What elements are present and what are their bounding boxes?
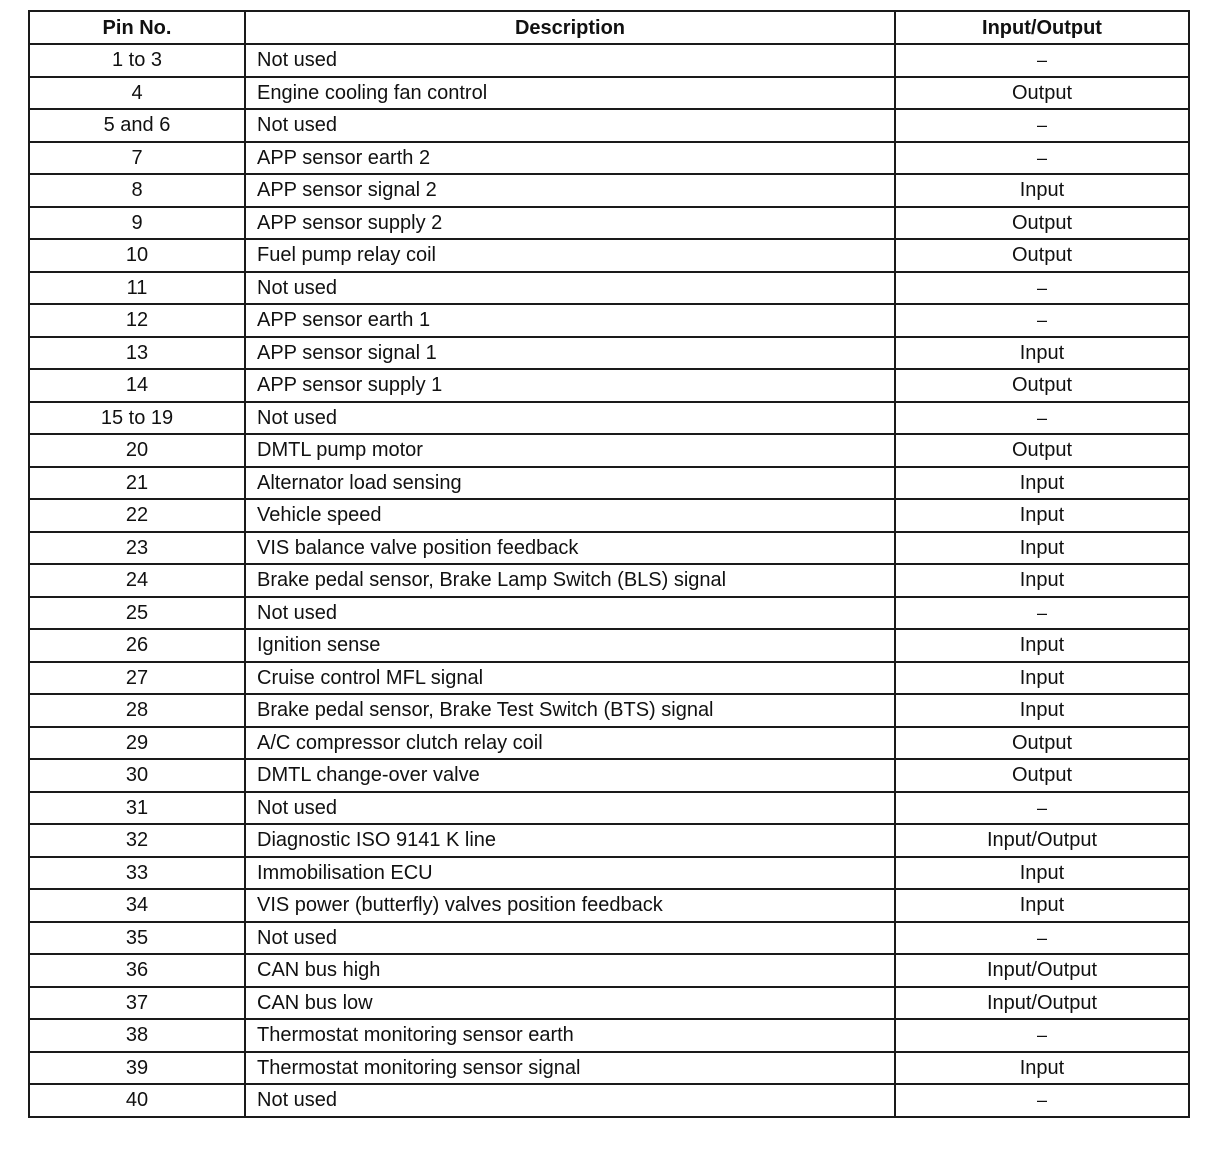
table-row bbox=[29, 499, 1189, 532]
pin-number-cell: 38 bbox=[29, 1019, 245, 1052]
description-cell: DMTL pump motor bbox=[245, 434, 895, 467]
description-cell: APP sensor earth 1 bbox=[245, 304, 895, 337]
description-cell: Not used bbox=[245, 1084, 895, 1117]
pin-number-cell: 11 bbox=[29, 272, 245, 305]
table-row bbox=[29, 857, 1189, 890]
table-row bbox=[29, 629, 1189, 662]
table-row bbox=[29, 174, 1189, 207]
table-row bbox=[29, 954, 1189, 987]
input-output-cell: Input bbox=[895, 1052, 1189, 1085]
pin-number-cell: 15 to 19 bbox=[29, 402, 245, 435]
description-cell: Vehicle speed bbox=[245, 499, 895, 532]
table-row bbox=[29, 77, 1189, 110]
description-cell: Cruise control MFL signal bbox=[245, 662, 895, 695]
description-cell: Not used bbox=[245, 402, 895, 435]
description-cell: Ignition sense bbox=[245, 629, 895, 662]
pin-number-cell: 24 bbox=[29, 564, 245, 597]
description-cell: CAN bus low bbox=[245, 987, 895, 1020]
table-row bbox=[29, 889, 1189, 922]
input-output-cell: Input/Output bbox=[895, 824, 1189, 857]
description-header: Description bbox=[245, 11, 895, 44]
input-output-cell: – bbox=[895, 1019, 1189, 1052]
pin-number-cell: 5 and 6 bbox=[29, 109, 245, 142]
input-output-cell: – bbox=[895, 402, 1189, 435]
pin-number-cell: 30 bbox=[29, 759, 245, 792]
description-cell: Not used bbox=[245, 109, 895, 142]
table-row bbox=[29, 239, 1189, 272]
description-cell: Thermostat monitoring sensor earth bbox=[245, 1019, 895, 1052]
description-cell: APP sensor supply 1 bbox=[245, 369, 895, 402]
pin-number-cell: 29 bbox=[29, 727, 245, 760]
description-cell: Not used bbox=[245, 44, 895, 77]
description-cell: Not used bbox=[245, 922, 895, 955]
input-output-cell: Output bbox=[895, 207, 1189, 240]
table-row bbox=[29, 987, 1189, 1020]
table-row bbox=[29, 597, 1189, 630]
pin-number-cell: 10 bbox=[29, 239, 245, 272]
input-output-cell: Input bbox=[895, 889, 1189, 922]
description-cell: APP sensor signal 2 bbox=[245, 174, 895, 207]
description-cell: Brake pedal sensor, Brake Test Switch (BTS) signal bbox=[245, 694, 895, 727]
table-row bbox=[29, 272, 1189, 305]
input-output-cell: Input bbox=[895, 174, 1189, 207]
description-cell: VIS balance valve position feedback bbox=[245, 532, 895, 565]
table-row bbox=[29, 467, 1189, 500]
input-output-cell: Input bbox=[895, 467, 1189, 500]
table-body bbox=[29, 44, 1189, 1117]
input-output-cell: Output bbox=[895, 727, 1189, 760]
pin-number-cell: 39 bbox=[29, 1052, 245, 1085]
pin-number-cell: 1 to 3 bbox=[29, 44, 245, 77]
table-row bbox=[29, 434, 1189, 467]
table-row bbox=[29, 1052, 1189, 1085]
pin-number-cell: 25 bbox=[29, 597, 245, 630]
pin-number-cell: 40 bbox=[29, 1084, 245, 1117]
pin-number-cell: 8 bbox=[29, 174, 245, 207]
table-row bbox=[29, 402, 1189, 435]
input-output-cell: Output bbox=[895, 434, 1189, 467]
description-cell: Not used bbox=[245, 597, 895, 630]
pin-number-cell: 32 bbox=[29, 824, 245, 857]
pin-number-cell: 13 bbox=[29, 337, 245, 370]
input-output-cell: Output bbox=[895, 77, 1189, 110]
input-output-cell: Output bbox=[895, 759, 1189, 792]
table-row bbox=[29, 109, 1189, 142]
input-output-cell: Input/Output bbox=[895, 987, 1189, 1020]
input-output-cell: – bbox=[895, 1084, 1189, 1117]
pin-number-cell: 31 bbox=[29, 792, 245, 825]
input-output-cell: Input bbox=[895, 629, 1189, 662]
input-output-cell: – bbox=[895, 792, 1189, 825]
input-output-cell: – bbox=[895, 44, 1189, 77]
input-output-cell: – bbox=[895, 272, 1189, 305]
table-header bbox=[29, 11, 1189, 44]
table-row bbox=[29, 44, 1189, 77]
pin-number-cell: 21 bbox=[29, 467, 245, 500]
input-output-cell: – bbox=[895, 922, 1189, 955]
table-row bbox=[29, 727, 1189, 760]
input-output-cell: – bbox=[895, 142, 1189, 175]
table-row bbox=[29, 564, 1189, 597]
pin-number-cell: 9 bbox=[29, 207, 245, 240]
pin-number-cell: 12 bbox=[29, 304, 245, 337]
pin-number-cell: 20 bbox=[29, 434, 245, 467]
input-output-cell: Input bbox=[895, 662, 1189, 695]
pin-number-cell: 14 bbox=[29, 369, 245, 402]
description-cell: Not used bbox=[245, 792, 895, 825]
header-row bbox=[29, 11, 1189, 44]
pin-number-cell: 26 bbox=[29, 629, 245, 662]
description-cell: APP sensor signal 1 bbox=[245, 337, 895, 370]
description-cell: CAN bus high bbox=[245, 954, 895, 987]
table-row bbox=[29, 369, 1189, 402]
table-row bbox=[29, 337, 1189, 370]
description-cell: APP sensor supply 2 bbox=[245, 207, 895, 240]
input-output-cell: Input bbox=[895, 857, 1189, 890]
table-row bbox=[29, 922, 1189, 955]
table-row bbox=[29, 1019, 1189, 1052]
pin-header: Pin No. bbox=[29, 11, 245, 44]
pin-table bbox=[28, 10, 1190, 1118]
table-row bbox=[29, 304, 1189, 337]
input-output-cell: Input bbox=[895, 564, 1189, 597]
description-cell: VIS power (butterfly) valves position feedback bbox=[245, 889, 895, 922]
input-output-cell: Input bbox=[895, 337, 1189, 370]
table-row bbox=[29, 1084, 1189, 1117]
table-row bbox=[29, 207, 1189, 240]
table-row bbox=[29, 759, 1189, 792]
pin-number-cell: 34 bbox=[29, 889, 245, 922]
description-cell: Diagnostic ISO 9141 K line bbox=[245, 824, 895, 857]
description-cell: APP sensor earth 2 bbox=[245, 142, 895, 175]
table-row bbox=[29, 142, 1189, 175]
pin-number-cell: 7 bbox=[29, 142, 245, 175]
pin-number-cell: 37 bbox=[29, 987, 245, 1020]
input-output-cell: Input/Output bbox=[895, 954, 1189, 987]
description-cell: A/C compressor clutch relay coil bbox=[245, 727, 895, 760]
input-output-cell: Output bbox=[895, 369, 1189, 402]
input-output-cell: Input bbox=[895, 694, 1189, 727]
input-output-cell: Output bbox=[895, 239, 1189, 272]
description-cell: Immobilisation ECU bbox=[245, 857, 895, 890]
table-row bbox=[29, 694, 1189, 727]
description-cell: Fuel pump relay coil bbox=[245, 239, 895, 272]
description-cell: Thermostat monitoring sensor signal bbox=[245, 1052, 895, 1085]
pin-number-cell: 36 bbox=[29, 954, 245, 987]
io-header: Input/Output bbox=[895, 11, 1189, 44]
pin-number-cell: 22 bbox=[29, 499, 245, 532]
description-cell: Engine cooling fan control bbox=[245, 77, 895, 110]
table-row bbox=[29, 824, 1189, 857]
pin-number-cell: 28 bbox=[29, 694, 245, 727]
table-row bbox=[29, 792, 1189, 825]
pin-number-cell: 4 bbox=[29, 77, 245, 110]
description-cell: Alternator load sensing bbox=[245, 467, 895, 500]
description-cell: Brake pedal sensor, Brake Lamp Switch (BLS) signal bbox=[245, 564, 895, 597]
pin-number-cell: 27 bbox=[29, 662, 245, 695]
input-output-cell: Input bbox=[895, 499, 1189, 532]
table-row bbox=[29, 662, 1189, 695]
input-output-cell: – bbox=[895, 597, 1189, 630]
input-output-cell: Input bbox=[895, 532, 1189, 565]
input-output-cell: – bbox=[895, 304, 1189, 337]
table-row bbox=[29, 532, 1189, 565]
pin-number-cell: 35 bbox=[29, 922, 245, 955]
pin-number-cell: 23 bbox=[29, 532, 245, 565]
description-cell: Not used bbox=[245, 272, 895, 305]
input-output-cell: – bbox=[895, 109, 1189, 142]
description-cell: DMTL change-over valve bbox=[245, 759, 895, 792]
pin-number-cell: 33 bbox=[29, 857, 245, 890]
